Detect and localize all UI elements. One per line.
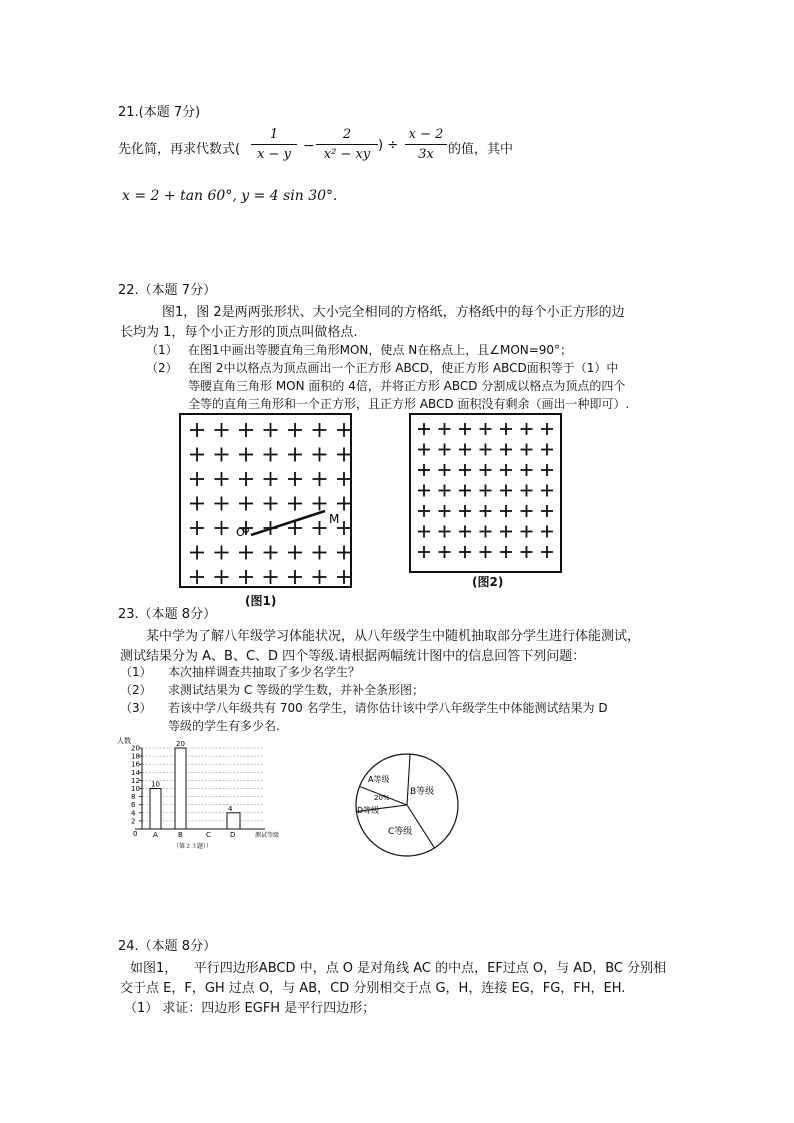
y-tick-label: 2 [131, 817, 136, 826]
q22-item1-text: 在图1中画出等腰直角三角形MON，使点 N在格点上，且∠MON=90°； [188, 343, 573, 357]
y-tick-label: 10 [131, 785, 140, 793]
q21-frac2-denominator: x² − xy [323, 147, 371, 162]
y-tick-label: 14 [131, 768, 140, 777]
y-tick-label: 4 [131, 809, 136, 818]
bar-D [227, 813, 240, 829]
q23-item2-number: （2） [120, 683, 152, 697]
q21-frac2-numerator: 2 [342, 127, 352, 142]
q22-item2-line2: 等腰直角三角形 MON 面积的 4倍，并将正方形 ABCD 分割成以格点为顶点的四个 [188, 379, 626, 393]
q22-para-line1: 图1，图 2是两两张形状、大小完全相同的方格纸，方格纸中的每个小正方形的边 [162, 305, 625, 320]
bar-value-label: 4 [228, 804, 233, 813]
figure-1-caption: (图1) [245, 594, 277, 608]
x-tick-label: C [206, 831, 211, 839]
q23-item1-number: （1） [120, 665, 152, 679]
y-tick-label: 6 [131, 801, 136, 810]
q24-line1: 如图1， 平行四边形ABCD 中，点 O 是对角线 AC 的中点，EF过点 O，与 AD，BC 分别相 [130, 961, 667, 976]
bar-chart-x-ticks [153, 831, 235, 839]
x-tick-label: D [230, 831, 236, 839]
bar-A [150, 789, 161, 830]
q23-item2-text: 求测试结果为 C 等级的学生数，并补全条形图； [168, 683, 425, 697]
y-tick-label: 18 [131, 752, 140, 761]
q23-para-line1: 某中学为了解八年级学习体能状况，从八年级学生中随机抽取部分学生进行体能测试， [146, 629, 641, 644]
y-tick-label: 12 [131, 776, 140, 785]
q22-para-line2: 长均为 1，每个小正方形的顶点叫做格点. [120, 325, 358, 340]
q21-intro: 先化简，再求代数式( [118, 142, 241, 157]
q23-item3-number: （3） [120, 701, 152, 715]
q22-item1-number: （1） [146, 343, 178, 357]
y-tick-label: 8 [131, 793, 136, 802]
pie-label-a: A等级 [368, 775, 390, 784]
bar-chart [115, 730, 285, 852]
q24-line2: 交于点 E，F，GH 过点 O，与 AB，CD 分别相交于点 G，H，连接 EG，FG，FH，EH. [120, 981, 626, 996]
figure-2-grid [408, 412, 564, 575]
figure-2-caption: (图2) [472, 575, 504, 589]
q21-frac1-denominator: x − y [257, 147, 291, 162]
q24-item1: （1） 求证：四边形 EGFH 是平行四边形； [124, 1001, 376, 1016]
bar-chart-caption: （第２３题）） [173, 843, 213, 850]
x-tick-label: B [178, 831, 183, 839]
label-M: M [329, 512, 340, 526]
q21-fraction-3 [405, 127, 447, 162]
q22-header: 22.（本题 7分） [118, 283, 217, 298]
q23-item3-line2: 等级的学生有多少名. [168, 719, 280, 733]
q23-item1-text: 本次抽样调查共抽取了多少名学生？ [168, 665, 361, 679]
bar-chart-bars [150, 740, 240, 829]
q21-fraction-2 [316, 127, 378, 162]
q21-frac3-numerator: x − 2 [408, 127, 444, 142]
q23-item3-line1: 若该中学八年级共有 700 名学生，请你估计该中学八年级学生中体能测试结果为 D [168, 701, 608, 715]
bar-chart-y-label: 人数 [117, 737, 131, 745]
q23-header: 23.（本题 8分） [118, 607, 217, 622]
q23-para-line2: 测试结果分为 A、B、C、D 四个等级.请根据两幅统计图中的信息回答下列问题： [120, 649, 586, 664]
pie-label-c: C等级 [388, 827, 413, 837]
q22-item2-line3: 全等的直角三角形和一个正方形，且正方形 ABCD 面积没有剩余（画出一种即可）. [188, 397, 630, 411]
x-tick-label: A [153, 831, 158, 839]
pie-label-b: B等级 [410, 787, 435, 797]
q21-frac1-numerator: 1 [269, 127, 279, 142]
bar-chart-y-ticks [131, 745, 142, 826]
pie-label-a-percent: 20% [374, 794, 390, 802]
bar-B [175, 748, 186, 829]
label-O: O [236, 526, 245, 539]
q24-header: 24.（本题 8分） [118, 939, 217, 954]
pie-chart [352, 750, 464, 860]
bar-value-label: 20 [176, 740, 185, 748]
q22-item2-number: （2） [146, 361, 178, 375]
q21-given: x = 2 + tan 60°, y = 4 sin 30°. [122, 188, 338, 204]
q21-fraction-1 [251, 127, 297, 162]
bar-chart-x-label: 测试等级 [255, 832, 280, 839]
q22-item2-line1: 在图 2中以格点为顶点画出一个正方形 ABCD，使正方形 ABCD面积等于（1）中 [188, 361, 619, 375]
q21-tail: 的值，其中 [448, 142, 514, 157]
bar-value-label: 10 [151, 780, 160, 789]
figure-1-border [180, 414, 351, 587]
q21-header: 21.(本题 7分) [118, 105, 201, 120]
pie-label-d: D等级 [357, 806, 380, 815]
q21-minus: − [303, 138, 315, 154]
figure-1-grid [178, 412, 354, 590]
q21-frac3-denominator: 3x [418, 147, 434, 162]
y-tick-label: 20 [131, 744, 140, 753]
bar-chart-origin: 0 [133, 830, 138, 838]
q21-close-div: ) ÷ [378, 138, 399, 153]
y-tick-label: 16 [131, 760, 140, 769]
